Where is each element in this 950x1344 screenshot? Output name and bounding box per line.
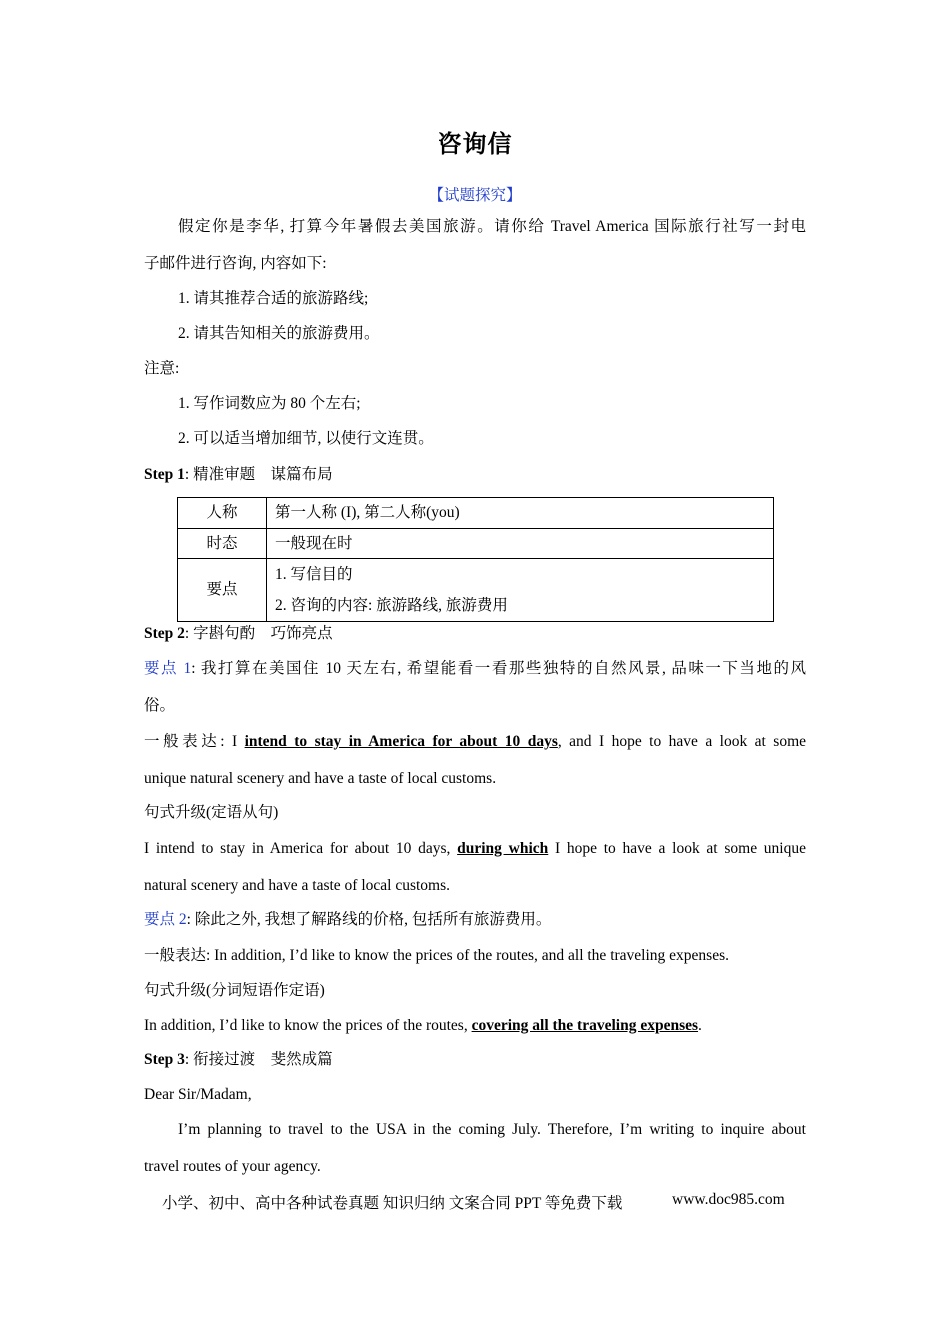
point1-cn: : 我打算在美国住 10 天左右, 希望能看一看那些独特的自然风景, 品味一下当地的风 xyxy=(191,660,806,677)
note-2: 2. 可以适当增加细节, 以使行文连贯。 xyxy=(178,430,434,447)
upgrade-rest: . xyxy=(698,1017,702,1034)
table-value: 第一人称 (I), 第二人称(you) xyxy=(267,498,774,529)
intro-line-1: 假定你是李华, 打算今年暑假去美国旅游。请你给 Travel America 国际旅行社写一封电 xyxy=(178,218,806,235)
upgrade-pre: In addition, I’d like to know the prices of the routes, xyxy=(144,1017,472,1034)
upgrade-highlight: during which xyxy=(457,840,549,857)
step3-label: Step 3 xyxy=(144,1051,185,1068)
table-value: 一般现在时 xyxy=(267,529,774,559)
table-value: 1. 写信目的 xyxy=(275,566,353,583)
footer-text: 小学、初中、高中各种试卷真题 知识归纳 文案合同 PPT 等免费下载 xyxy=(162,1195,623,1212)
point1-upgrade-label: 句式升级(定语从句) xyxy=(144,804,279,821)
point1-line-2: 俗。 xyxy=(144,697,176,714)
page-footer xyxy=(162,1191,792,1213)
table-key: 人称 xyxy=(178,498,267,529)
step2-label: Step 2 xyxy=(144,625,185,642)
point1-upgrade-line-2: natural scenery and have a taste of local customs. xyxy=(144,877,451,894)
point2-label: 要点 2 xyxy=(144,911,187,928)
letter-body-line-1: I’m planning to travel to the USA in the coming July. Therefore, I’m writing to inquire about xyxy=(178,1121,806,1138)
point1-upgrade-line-1 xyxy=(144,839,806,859)
general-highlight: intend to stay in America for about 10 days xyxy=(244,733,558,750)
upgrade-highlight: covering all the traveling expenses xyxy=(471,1017,699,1034)
footer-url: www.doc985.com xyxy=(672,1191,785,1208)
letter-body-line-2: travel routes of your agency. xyxy=(144,1158,321,1175)
table-value: 2. 咨询的内容: 旅游路线, 旅游费用 xyxy=(275,597,508,614)
point1-label xyxy=(144,660,191,677)
section-heading: 【试题探究】 xyxy=(428,187,522,204)
step1-heading xyxy=(144,465,333,485)
requirement-2: 2. 请其告知相关的旅游费用。 xyxy=(178,325,380,342)
step2-text: : 字斟句酌 巧饰亮点 xyxy=(184,625,333,642)
table-row xyxy=(178,559,774,622)
general-rest: , and I hope to have a look at some xyxy=(557,733,806,750)
point2-cn: : 除此之外, 我想了解路线的价格, 包括所有旅游费用。 xyxy=(186,911,552,928)
step1-label: Step 1 xyxy=(144,466,185,483)
note-label: 注意: xyxy=(144,360,180,377)
table-row xyxy=(178,498,774,529)
table-key: 时态 xyxy=(178,529,267,559)
point1-general-line-2: unique natural scenery and have a taste of local customs. xyxy=(144,770,497,787)
table-row xyxy=(178,529,774,559)
page-title: 咨询信 xyxy=(437,130,513,158)
step1-table xyxy=(177,497,774,622)
point2-general: 一般表达: In addition, I’d like to know the prices of the routes, and all the traveling expenses. xyxy=(144,947,729,964)
general-prefix: 一般表达: I xyxy=(144,733,245,750)
intro-line-2: 子邮件进行咨询, 内容如下: xyxy=(144,255,327,272)
table-value-multi xyxy=(267,559,774,622)
point1-general-line-1 xyxy=(144,732,806,752)
step3-text: : 衔接过渡 斐然成篇 xyxy=(184,1051,333,1068)
step2-heading xyxy=(144,624,333,644)
upgrade-pre: I intend to stay in America for about 10 days, xyxy=(144,840,458,857)
point2-upgrade-label: 句式升级(分词短语作定语) xyxy=(144,982,325,999)
point2-line xyxy=(144,910,551,930)
step1-text: : 精准审题 谋篇布局 xyxy=(184,466,333,483)
point1-line-1 xyxy=(144,659,806,679)
upgrade-rest: I hope to have a look at some unique xyxy=(548,840,806,857)
point2-upgrade-line xyxy=(144,1016,702,1036)
step3-heading xyxy=(144,1050,333,1070)
note-1: 1. 写作词数应为 80 个左右; xyxy=(178,395,361,412)
table-key: 要点 xyxy=(178,559,267,622)
letter-salutation: Dear Sir/Madam, xyxy=(144,1086,252,1103)
requirement-1: 1. 请其推荐合适的旅游路线; xyxy=(178,290,369,307)
point1-label-text: 要点 1 xyxy=(144,660,192,677)
